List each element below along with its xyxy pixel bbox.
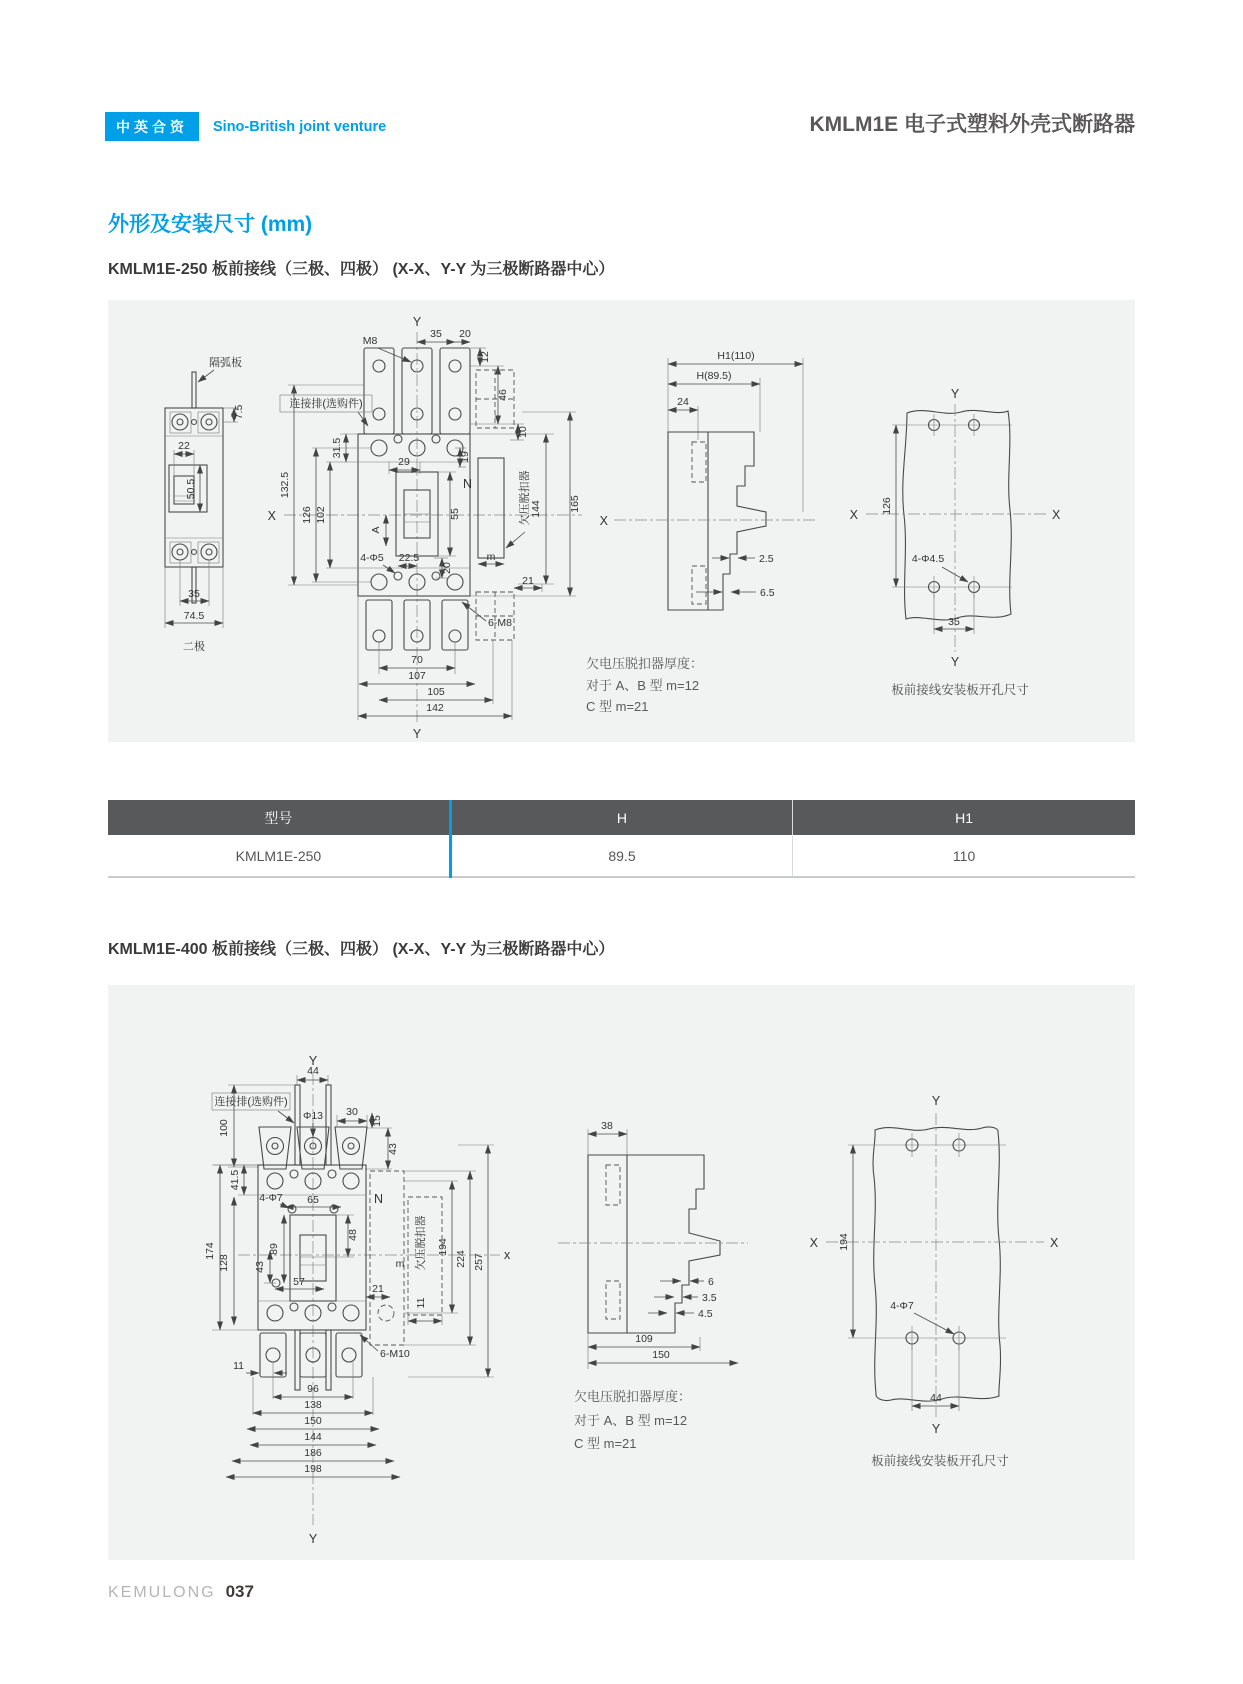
drawing-panel-250 [108, 300, 1135, 742]
plate-y-top: Y [950, 387, 960, 401]
axis-y-bottom-400: Y [308, 1532, 318, 1546]
dim-150: 150 [304, 1415, 322, 1427]
page-footer [108, 1582, 254, 1602]
dim-2-5: 2.5 [759, 553, 774, 565]
dim-109: 109 [635, 1333, 653, 1345]
dim-21-400: 21 [372, 1283, 384, 1295]
dim-a: A [370, 526, 382, 534]
dim-96: 96 [307, 1383, 319, 1395]
side-view [600, 350, 816, 610]
dim-100: 100 [218, 1119, 230, 1137]
plate400-holes-label: 4-Φ7 [890, 1300, 914, 1312]
dim-41-5: 41.5 [229, 1169, 241, 1191]
dim-4-5: 4.5 [698, 1308, 713, 1320]
dim-46: 46 [497, 389, 509, 401]
dim-144-400: 144 [304, 1431, 322, 1443]
dim-6: 6 [708, 1276, 714, 1288]
dim-89: 89 [268, 1243, 280, 1255]
plate-holes-label: 4-Φ4.5 [911, 553, 945, 565]
arc-plate-label: 隔弧板 [209, 357, 242, 369]
uvr-label: 欠压脱扣器 [519, 470, 531, 526]
label-n-400: N [374, 1192, 384, 1206]
label-4phi7: 4-Φ7 [259, 1192, 283, 1204]
plate400-y-top: Y [931, 1094, 941, 1108]
dim-102: 102 [315, 506, 327, 524]
note400-line-1: 欠电压脱扣器厚度： [574, 1389, 692, 1404]
label-4phi5: 4-Φ5 [360, 552, 384, 564]
note-line-3: C 型 m=21 [586, 699, 649, 714]
joint-venture-badge: 中英合资 [105, 112, 199, 141]
axis-x: X [267, 509, 276, 523]
dim-29: 29 [398, 456, 410, 468]
dim-35-twopole: 35 [188, 588, 200, 600]
dim-12: 12 [479, 351, 491, 363]
busbar-label: 连接排(选购件) [289, 398, 363, 410]
side-view-400 [558, 1120, 748, 1369]
plate-view-400 [810, 1094, 1059, 1468]
footer-brand: KEMULONG [108, 1584, 216, 1601]
axis-x-side: X [599, 514, 608, 528]
dim-74-5: 74.5 [183, 610, 205, 622]
dim-138: 138 [304, 1399, 322, 1411]
dim-65: 65 [307, 1194, 319, 1206]
subtitle-kmlm1e-400: KMLM1E-400 板前接线（三极、四极） (X-X、Y-Y 为三极断路器中心） [108, 941, 615, 958]
dim-43: 43 [387, 1143, 399, 1155]
dim-105: 105 [427, 686, 445, 698]
dim-19: 19 [459, 451, 471, 463]
label-n: N [462, 477, 472, 491]
label-6m8: 6-M8 [488, 617, 512, 629]
dim-150-side: 150 [652, 1349, 670, 1361]
note400-line-3: C 型 m=21 [574, 1436, 637, 1451]
plate400-y-bottom: Y [931, 1422, 941, 1436]
dim-50-5: 50.5 [185, 478, 197, 500]
dim-144: 144 [530, 500, 542, 518]
dim-7-5: 7.5 [233, 404, 245, 420]
plate-y-bottom: Y [950, 655, 960, 669]
plate400-x-left: X [809, 1236, 818, 1250]
label-phi13: Φ13 [302, 1110, 324, 1122]
dim-57: 57 [293, 1276, 305, 1288]
dim-44: 44 [307, 1065, 319, 1077]
uvr-note-400 [574, 1389, 691, 1451]
uvr-note [586, 656, 703, 714]
plate400-dim-44: 44 [930, 1392, 942, 1404]
cell-h1: 110 [793, 836, 1135, 878]
plate-x-left: X [849, 508, 858, 522]
page-title: KMLM1E 电子式塑料外壳式断路器 [809, 113, 1135, 136]
dim-15: 15 [371, 1115, 383, 1127]
dim-194: 194 [437, 1238, 449, 1256]
dim-20b: 20 [441, 562, 453, 574]
dim-126: 126 [301, 506, 313, 524]
dim-257: 257 [473, 1253, 485, 1271]
note400-line-2: 对于 A、B 型 m=12 [574, 1413, 688, 1428]
dim-132-5: 132.5 [279, 471, 291, 499]
dim-31-5: 31.5 [331, 437, 343, 459]
dim-107: 107 [408, 670, 426, 682]
axis-y-bottom: Y [412, 727, 422, 741]
dim-142: 142 [426, 702, 444, 714]
section-title: 外形及安装尺寸 (mm) [108, 213, 313, 236]
plate400-caption: 板前接线安装板开孔尺寸 [871, 1454, 1009, 1468]
label-m8: M8 [362, 335, 378, 347]
plate-caption: 板前接线安装板开孔尺寸 [891, 683, 1029, 697]
dim-35: 35 [430, 328, 442, 340]
label-6m10: 6-M10 [380, 1348, 410, 1360]
dim-22: 22 [178, 440, 190, 452]
drawing-panel-400 [108, 985, 1135, 1560]
plate-view [850, 387, 1061, 697]
dim-20: 20 [459, 328, 471, 340]
footer-page-number: 037 [225, 1582, 254, 1601]
dim-198: 198 [304, 1463, 322, 1475]
dim-m: m [486, 551, 496, 563]
dim-24: 24 [677, 396, 689, 408]
dim-10: 10 [517, 426, 529, 438]
col-header-model: 型号 [108, 800, 450, 836]
dim-224: 224 [455, 1250, 467, 1268]
table-header-row [108, 800, 1135, 836]
plate400-dim-194: 194 [838, 1233, 850, 1251]
table-row [108, 836, 1135, 878]
dim-43b: 43 [254, 1261, 266, 1273]
dim-3-5: 3.5 [702, 1292, 717, 1304]
dim-48: 48 [347, 1229, 359, 1241]
twopole-caption: 二极 [183, 641, 205, 653]
plate400-x-right: X [1050, 1236, 1059, 1250]
drawing-250 [108, 300, 1135, 742]
note-line-2: 对于 A、B 型 m=12 [586, 678, 700, 693]
col-header-h: H [450, 800, 792, 836]
col-header-h1: H1 [793, 800, 1135, 836]
busbar-label-400: 连接排(选购件) [214, 1096, 288, 1108]
dim-h1: H1(110) [717, 350, 755, 362]
spec-table [108, 800, 1135, 878]
dim-186: 186 [304, 1447, 322, 1459]
uvr-label-400: 欠压脱扣器 [415, 1215, 427, 1271]
dim-h: H(89.5) [696, 370, 732, 382]
dim-11: 11 [233, 1360, 244, 1372]
dim-21: 21 [522, 575, 534, 587]
dim-55: 55 [449, 508, 461, 520]
dim-m-400: m [395, 1258, 405, 1270]
drawing-400 [108, 985, 1135, 1560]
twopole-view [165, 355, 245, 653]
axis-x-400: x [504, 1248, 511, 1262]
front-view-400 [204, 1054, 511, 1546]
dim-174: 174 [204, 1242, 216, 1260]
dim-30: 30 [346, 1106, 358, 1118]
axis-y-top-400: Y [308, 1054, 318, 1068]
front-view [268, 315, 582, 741]
dim-38: 38 [601, 1120, 613, 1132]
plate-x-right: X [1052, 508, 1061, 522]
subtitle-kmlm1e-250: KMLM1E-250 板前接线（三极、四极） (X-X、Y-Y 为三极断路器中心） [108, 261, 615, 278]
dim-11-uvr: 11 [415, 1297, 427, 1309]
dim-70: 70 [411, 654, 423, 666]
dim-165: 165 [569, 495, 581, 513]
axis-y-top: Y [412, 315, 422, 329]
cell-h: 89.5 [450, 836, 792, 878]
joint-venture-text: Sino-British joint venture [213, 118, 387, 135]
plate-dim-126: 126 [881, 497, 893, 515]
dim-128: 128 [218, 1254, 230, 1272]
dim-22-5: 22.5 [398, 552, 420, 564]
plate-dim-35: 35 [948, 616, 960, 628]
dim-6-5: 6.5 [760, 587, 775, 599]
note-line-1: 欠电压脱扣器厚度： [586, 656, 704, 671]
cell-model: KMLM1E-250 [108, 836, 450, 878]
